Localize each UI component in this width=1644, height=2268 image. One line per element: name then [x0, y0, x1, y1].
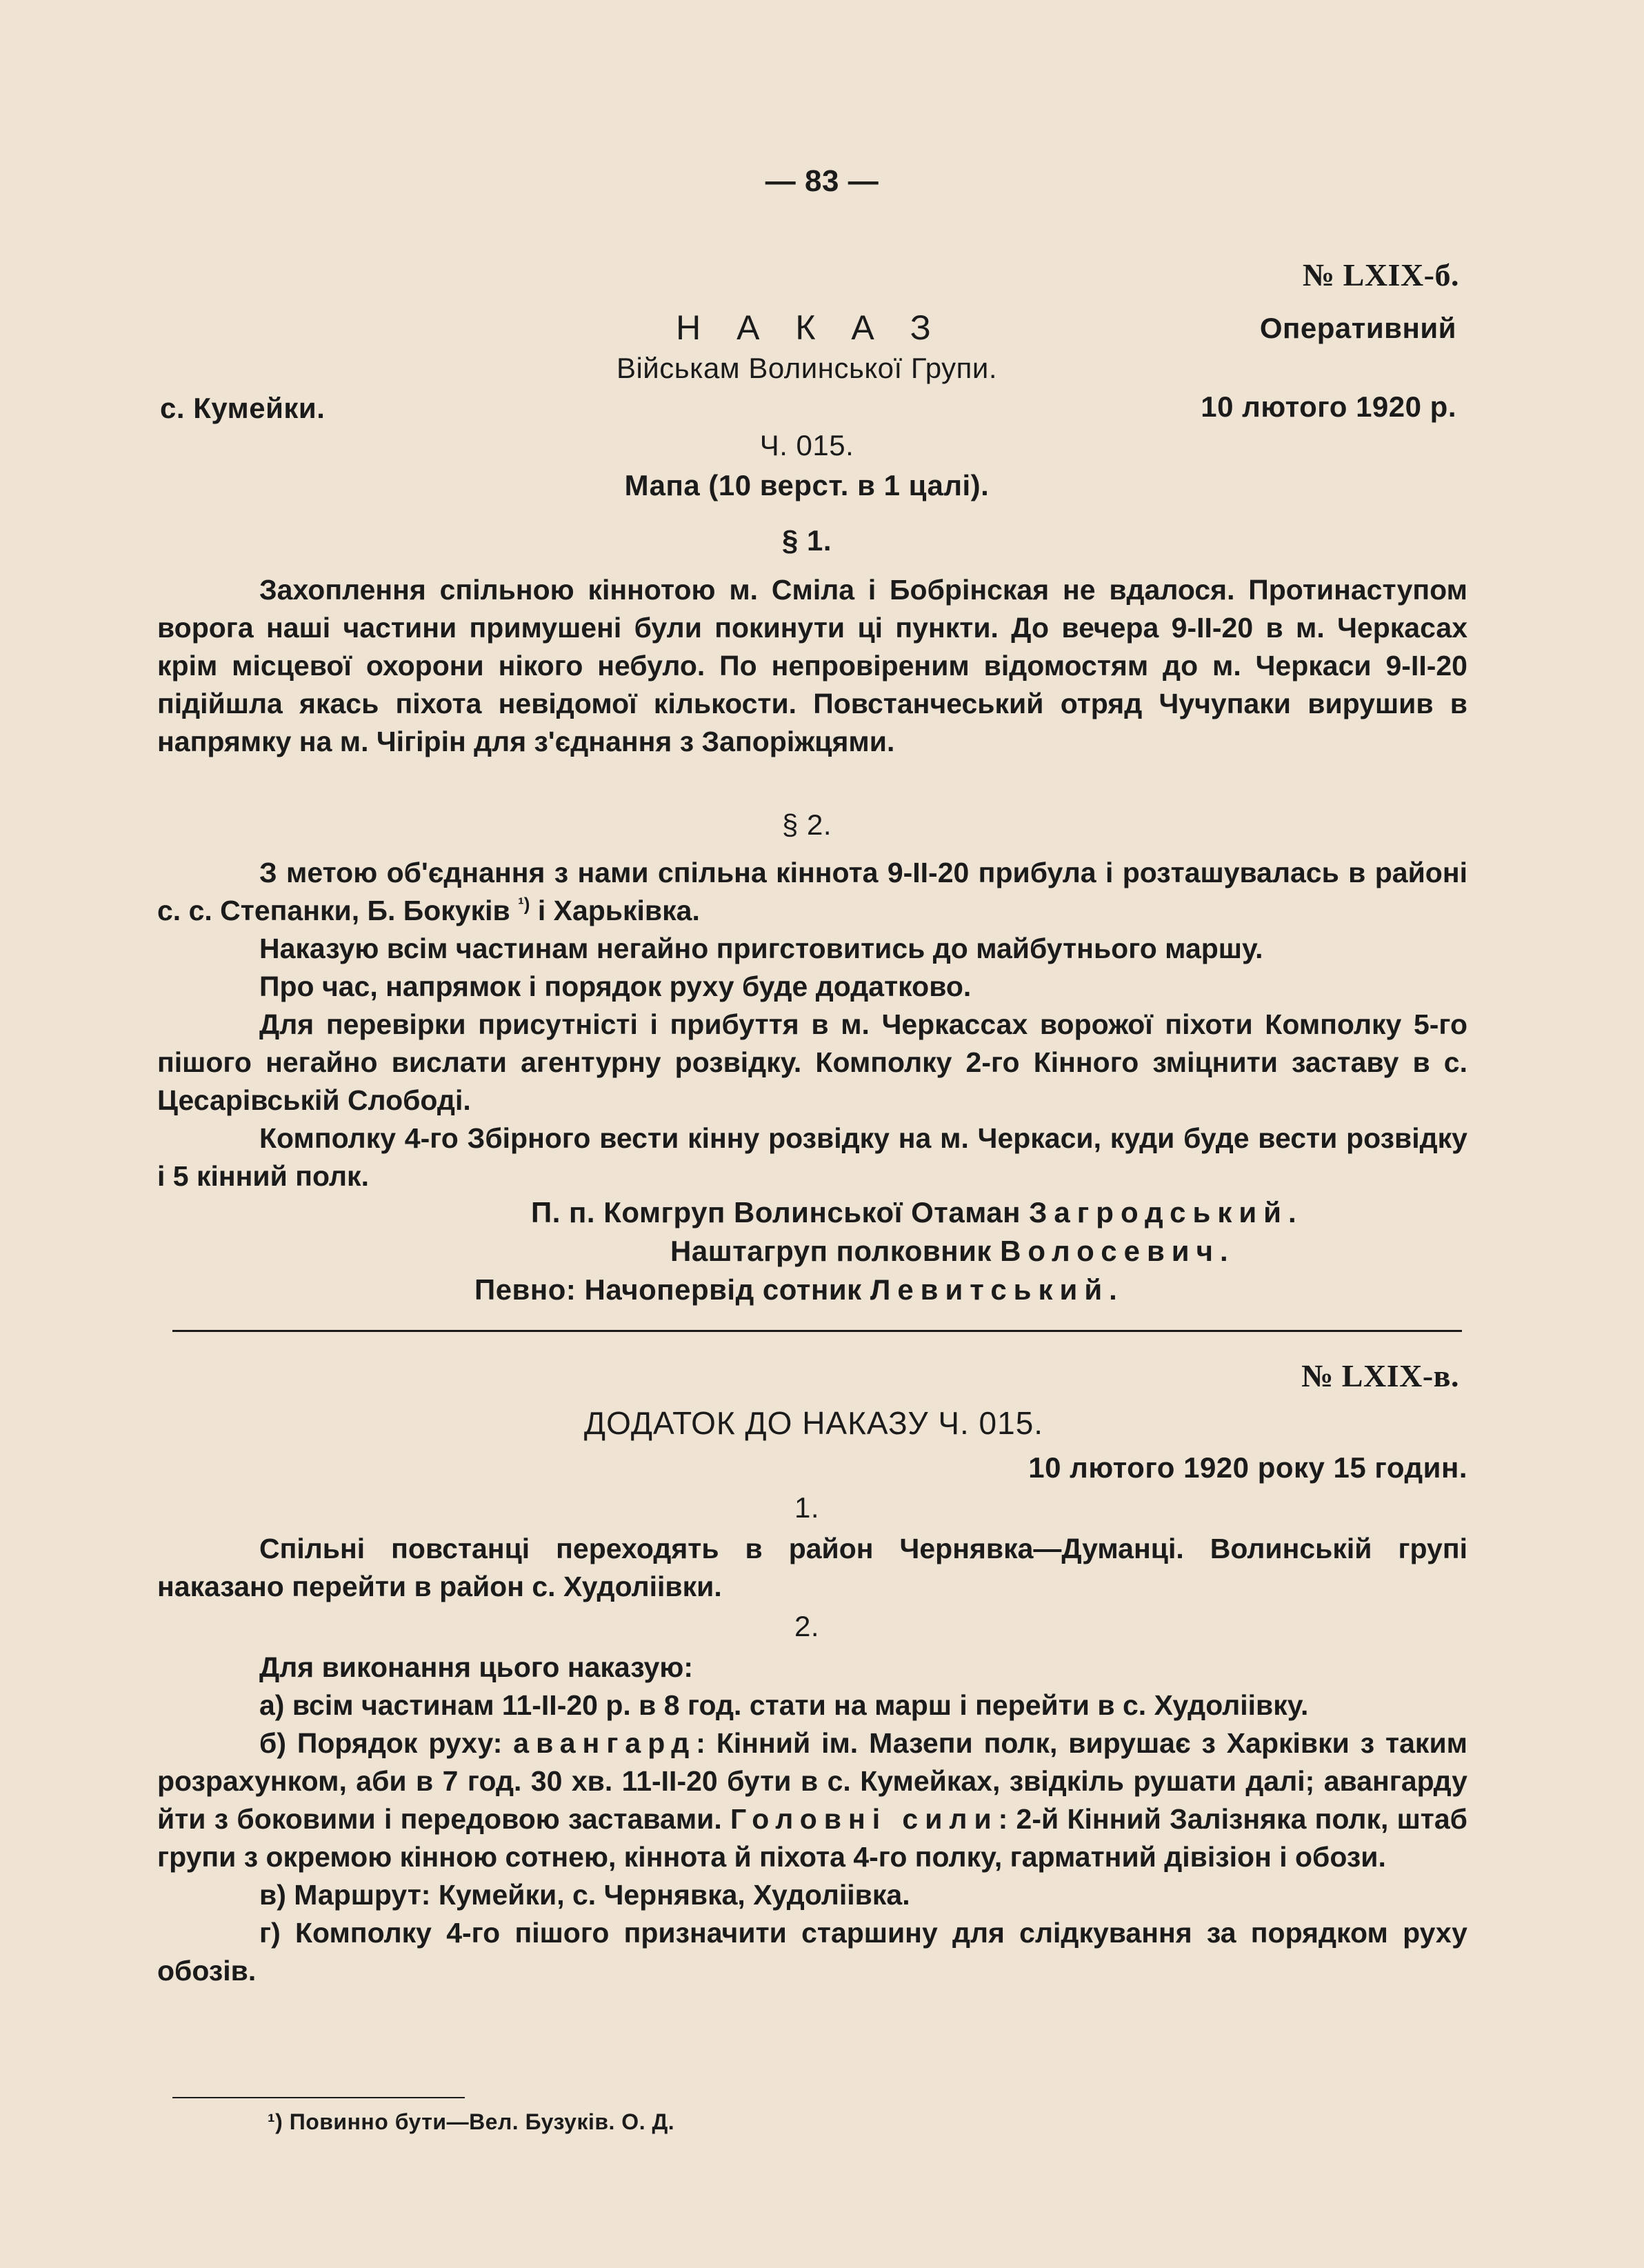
- item-g: г) Комполку 4-го пішого призначити старшину для слідкування за порядком руху обозів.: [157, 1917, 1467, 1987]
- signature-name: Загродський.: [1029, 1196, 1303, 1228]
- document-number: № LXIX-б.: [1302, 257, 1459, 292]
- item-b-prefix: б) Порядок руху:: [259, 1727, 514, 1759]
- order-place: с. Кумейки.: [160, 392, 325, 424]
- signature-certified: [474, 1273, 1124, 1306]
- item-2-body: [157, 1649, 1467, 1990]
- item-2-intro: Для виконання цього наказую:: [259, 1651, 694, 1683]
- signature-name: Волосевич.: [1000, 1235, 1235, 1267]
- item-b: [157, 1724, 1467, 1876]
- item-b-avangard: авангард: [513, 1727, 696, 1759]
- order-kind: Оперативний: [1259, 312, 1456, 344]
- signature-title: П. п. Комгруп Волинської Отаман: [531, 1196, 1030, 1228]
- section-1-text: Захоплення спільною кіннотою м. Сміла і Бобрінская не вдалося. Протинаступом ворога наші частини примушені були покинути ці пункти. До вечера 9-ІІ-20 в м. Черкасах крім місцевої охорони нікого небуло. По непровіреним відомостям до м. Черкаси 9-ІІ-20 підійшла якась піхота невідомої кількости. Повстанчеський отряд Чучупаки вирушив в напрямку на м. Чігірін для з'єднання з Запоріжцями.: [157, 574, 1467, 757]
- item-1-body: [157, 1530, 1467, 1606]
- footnote-ref: ¹): [518, 893, 530, 915]
- order-map: Мапа (10 верст. в 1 цалі).: [624, 469, 990, 501]
- section-divider: [172, 1330, 1462, 1332]
- order-date: 10 лютого 1920 р.: [1201, 390, 1456, 423]
- signature-title: Певно: Начопервід сотник: [474, 1273, 870, 1306]
- section-2-paragraph: Наказую всім частинам негайно пригстовитись до майбутнього маршу.: [259, 933, 1263, 964]
- appendix-title: ДОДАТОК ДО НАКАЗУ Ч. 015.: [583, 1405, 1044, 1441]
- document-number-2: № LXIX-в.: [1301, 1358, 1459, 1393]
- appendix-datetime: 10 лютого 1920 року 15 годин.: [1028, 1451, 1467, 1484]
- signature-commander: [531, 1196, 1303, 1229]
- signature-title: Наштагруп полковник: [670, 1235, 1001, 1267]
- order-subtitle: Військам Волинської Групи.: [616, 352, 998, 384]
- footnote-rule: [172, 2097, 465, 2098]
- section-2-paragraph: Про час, напрямок і порядок руху буде додатково.: [259, 971, 972, 1002]
- section-1-body: [157, 571, 1467, 761]
- section-2-text: З метою об'єднання з нами спільна кіннота 9-ІІ-20 прибула і розташувалась в районі с. с. Степанки, Б. Бокуків: [157, 857, 1467, 926]
- order-number: Ч. 015.: [759, 429, 854, 461]
- section-2-paragraph: Комполку 4-го Збірного вести кінну розвідку на м. Черкаси, куди буде вести розвідку і 5 кінний полк.: [157, 1122, 1467, 1192]
- item-1-mark: 1.: [794, 1491, 820, 1524]
- order-title: Н А К А З: [676, 308, 938, 347]
- section-1-mark: § 1.: [781, 524, 832, 557]
- item-b-text-end: : 2-й Кінний Залізняка полк, штаб групи з окремою кінною сотнею, кіннота й піхота 4-го полку, гарматний дівізіон і обози.: [157, 1803, 1467, 1873]
- section-2-text-end: і Харьківка.: [530, 895, 700, 926]
- section-2-body: [157, 854, 1467, 1195]
- page-number: — 83 —: [765, 164, 879, 198]
- footnote: ¹) Повинно бути—Вел. Бузуків. О. Д.: [268, 2109, 675, 2134]
- signature-name: Левитський.: [870, 1273, 1124, 1306]
- item-2-mark: 2.: [794, 1610, 820, 1642]
- section-2-mark: § 2.: [781, 808, 832, 841]
- item-b-text: : Кінний ім. Мазепи полк, вирушає з Харківки з таким розрахунком, аби в 7 год. 30 хв. 11-ІІ-20 бути в с. Кумейках, звідкіль рушати далі; авангарду йти з боковими і передовою заставами.: [157, 1727, 1467, 1835]
- item-v: в) Маршрут: Кумейки, с. Чернявка, Худоліівка.: [259, 1879, 910, 1911]
- signature-chief-of-staff: [670, 1235, 1235, 1268]
- item-a: а) всім частинам 11-ІІ-20 р. в 8 год. стати на марш і перейти в с. Худоліівку.: [259, 1689, 1309, 1721]
- section-2-paragraph: [157, 854, 1467, 930]
- item-b-main-forces: Головні сили: [730, 1803, 999, 1835]
- item-1-text: Спільні повстанці переходять в район Чернявка—Думанці. Волинській групі наказано перейти в район с. Худоліівки.: [157, 1533, 1467, 1602]
- section-2-paragraph: Для перевірки присутністі і прибуття в м. Черкассах ворожої піхоти Комполку 5-го пішого негайно вислати агентурну розвідку. Комполку 2-го Кінного зміцнити заставу в с. Цесарівській Слободі.: [157, 1008, 1467, 1116]
